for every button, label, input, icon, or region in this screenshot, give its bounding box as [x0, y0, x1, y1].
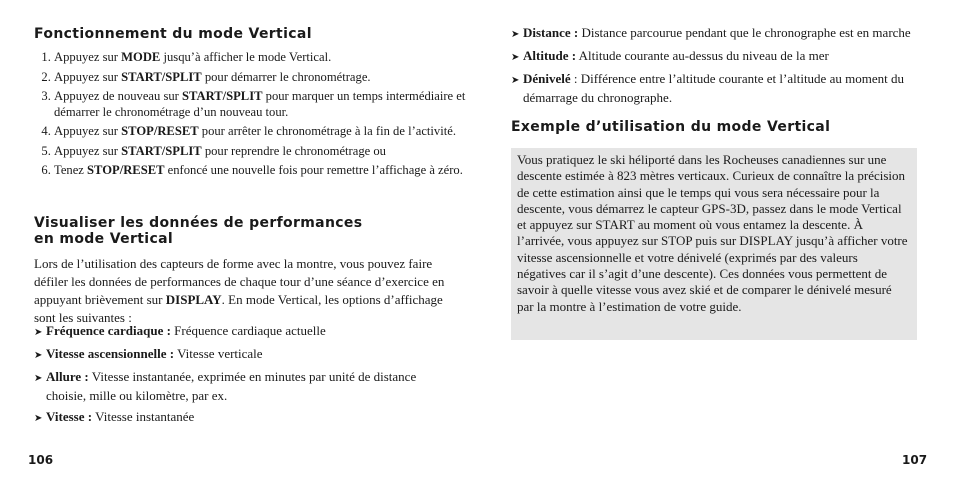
- list-item: 6. Tenez STOP/RESET enfoncé une nouvelle fois pour remettre l’affichage à zéro.: [54, 163, 474, 179]
- list-item: ➤ Dénivelé : Différence entre l’altitude courante et l’altitude au moment du démarrage du chronographe.: [511, 71, 904, 105]
- example-box: Vous pratiquez le ski héliporté dans les Rocheuses canadiennes sur une descente estimée à 823 mètres verticaux. Curieux de connaître la précision de cette estimation ainsi que le temps qui vous sera nécessaire pour la descente, vous démarrez le capteur GPS-3D, passez dans le mode Vertical et appuyez sur START au moment où vous entamez la descente. À l’arrivée, vous appuyez sur STOP puis sur DISPLAY jusqu’à afficher votre vitesse ascensionnelle et votre dénivelé (exprimés par des valeurs négatives car il s’agit d’une descente). Ces données vous permettent de savoir à quelle vitesse vous avez skié et de comparer le dénivelé mesuré par la montre à l’estimation de votre guide.: [511, 148, 917, 340]
- arrowhead-icon: ➤: [34, 350, 43, 361]
- steps-list: [34, 50, 474, 183]
- list-item: 4. Appuyez sur STOP/RESET pour arrêter le chronométrage à la fin de l’activité.: [54, 124, 474, 140]
- display-options-list-continued: [511, 24, 921, 110]
- list-item: 3. Appuyez de nouveau sur START/SPLIT pour marquer un temps intermédiaire et démarrer le chronométrage d’un nouveau tour.: [54, 89, 474, 120]
- key-label: START/SPLIT: [121, 143, 202, 158]
- arrowhead-icon: ➤: [34, 373, 43, 384]
- key-label: STOP/RESET: [121, 124, 199, 138]
- key-label: START/SPLIT: [121, 69, 202, 84]
- list-item: 5. Appuyez sur START/SPLIT pour reprendre le chronométrage ou: [54, 144, 474, 160]
- key-label: MODE: [121, 50, 161, 64]
- list-item: ➤ Allure : Vitesse instantanée, exprimée en minutes par unité de distance choisie, mille ou kilomètre, par ex.: [34, 369, 417, 403]
- page-number-left: 106: [28, 453, 54, 467]
- page-number-right: 107: [902, 453, 928, 467]
- list-item: 2. Appuyez sur START/SPLIT pour démarrer le chronométrage.: [54, 70, 474, 86]
- list-item: ➤ Vitesse : Vitesse instantanée: [34, 408, 454, 427]
- arrowhead-icon: ➤: [511, 29, 520, 40]
- section-heading-example: Exemple d’utilisation du mode Vertical: [511, 119, 831, 135]
- list-item: ➤ Distance : Distance parcourue pendant que le chronographe est en marche: [511, 24, 921, 43]
- list-item: ➤ Altitude : Altitude courante au-dessus du niveau de la mer: [511, 47, 921, 66]
- key-label: DISPLAY: [165, 292, 222, 307]
- list-item: 1. Appuyez sur MODE jusqu’à afficher le mode Vertical.: [54, 50, 474, 66]
- list-item: ➤ Vitesse ascensionnelle : Vitesse verticale: [34, 345, 454, 364]
- section-heading-operation: Fonctionnement du mode Vertical: [34, 26, 312, 42]
- list-item: ➤ Fréquence cardiaque : Fréquence cardiaque actuelle: [34, 322, 454, 341]
- arrowhead-icon: ➤: [34, 327, 43, 338]
- section-heading-performance: Visualiser les données de performances en mode Vertical: [34, 215, 363, 247]
- key-label: STOP/RESET: [87, 163, 165, 177]
- arrowhead-icon: ➤: [511, 75, 520, 86]
- intro-paragraph: Lors de l’utilisation des capteurs de forme avec la montre, vous pouvez faire défiler les données de performances de chaque tour d’une séance d’exercice en appuyant brièvement sur DISPLAY. En mode Vertical, les options d’affichage sont les suivantes :: [34, 256, 445, 325]
- key-label: START/SPLIT: [182, 89, 263, 103]
- arrowhead-icon: ➤: [511, 52, 520, 63]
- display-options-list: [34, 322, 454, 431]
- arrowhead-icon: ➤: [34, 413, 43, 424]
